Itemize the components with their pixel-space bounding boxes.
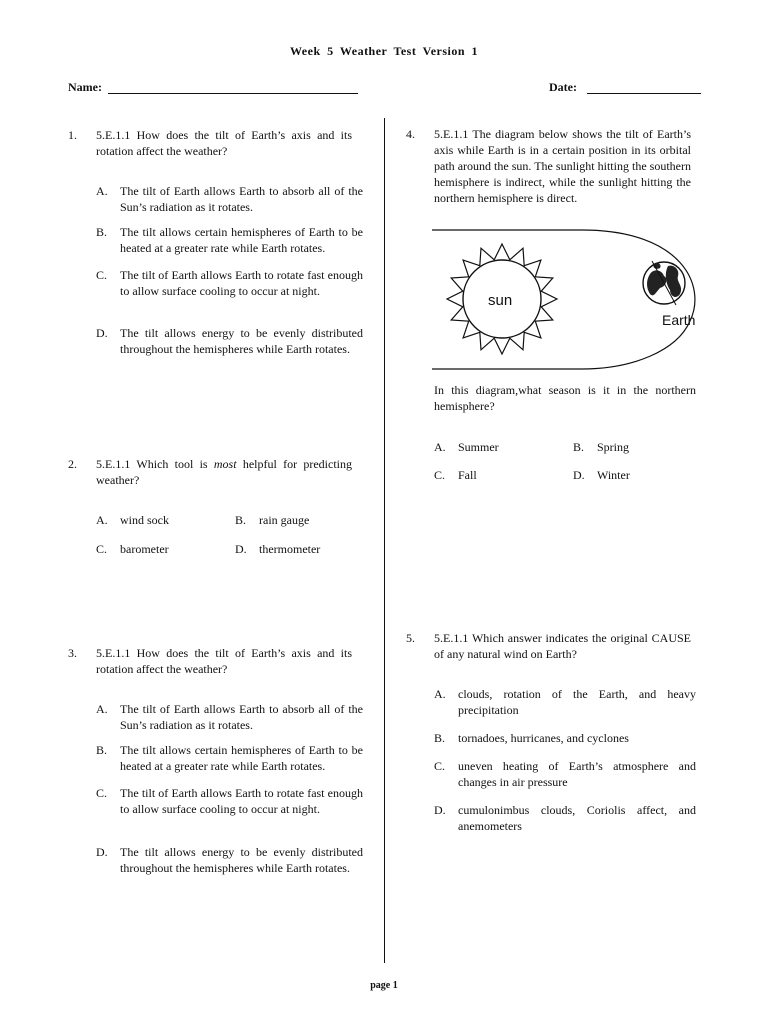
option-text: Fall (458, 468, 477, 482)
option-letter: A. (96, 513, 108, 527)
option-text: The tilt allows certain hemispheres of Earth to be heated at a greater rate while Earth rotates. (120, 743, 363, 773)
question-text (96, 645, 352, 677)
earth-label: Earth (662, 312, 696, 328)
option-letter: B. (434, 731, 446, 745)
option-letter: B. (96, 743, 108, 757)
emphasis-word: most (213, 457, 237, 471)
question-text (434, 126, 691, 206)
option-letter: D. (96, 845, 108, 859)
standard-code: 5.E.1.1 (434, 631, 469, 645)
option-letter: A. (434, 440, 446, 454)
option-letter: B. (573, 440, 585, 454)
option-letter: C. (96, 268, 108, 282)
option-text: tornadoes, hurricanes, and cyclones (458, 731, 629, 745)
answer-option[interactable] (96, 183, 363, 215)
option-letter: C. (434, 759, 446, 773)
question-3 (68, 645, 363, 895)
question-1 (68, 127, 363, 377)
option-text: barometer (120, 542, 169, 556)
option-text: The tilt of Earth allows Earth to absorb all of the Sun’s radiation as it rotates. (120, 702, 363, 732)
answer-option[interactable] (96, 224, 363, 256)
answer-option[interactable] (96, 701, 363, 733)
sun-label: sun (488, 292, 513, 309)
question-text (434, 630, 691, 662)
followup-question: In this diagram,what season is it in the northern hemisphere? (434, 383, 696, 413)
orbit-diagram (432, 226, 702, 376)
answer-option[interactable] (573, 439, 693, 455)
option-text: The tilt allows certain hemispheres of Earth to be heated at a greater rate while Earth rotates. (120, 225, 363, 255)
option-letter: D. (434, 803, 446, 817)
answer-option[interactable] (573, 467, 693, 483)
option-letter: B. (96, 225, 108, 239)
answer-option[interactable] (96, 325, 363, 373)
answer-option[interactable] (434, 730, 696, 746)
answer-option[interactable] (96, 541, 226, 557)
answer-option[interactable] (434, 439, 554, 455)
answer-option[interactable] (434, 686, 696, 718)
option-text: The tilt of Earth allows Earth to rotate fast enough to allow surface cooling to occur at night. (120, 786, 363, 816)
earth-icon (643, 261, 695, 328)
question-number: 2. (68, 457, 77, 471)
sun-icon (447, 244, 557, 354)
question-prompt: Which answer indicates the original CAUSE of any natural wind on Earth? (434, 631, 691, 661)
option-text: The tilt allows energy to be evenly distributed throughout the hemispheres while Earth rotates. (120, 845, 363, 875)
question-number: 3. (68, 646, 77, 660)
option-text: thermometer (259, 542, 321, 556)
question-number: 4. (406, 127, 415, 141)
page-number: page 1 (370, 980, 398, 991)
option-letter: A. (96, 184, 108, 198)
question-number: 5. (406, 631, 415, 645)
option-text: uneven heating of Earth’s atmosphere and changes in air pressure (458, 759, 696, 789)
standard-code: 5.E.1.1 (96, 128, 131, 142)
question-2 (68, 456, 363, 566)
question-prompt: The diagram below shows the tilt of Earth’s axis while Earth is in a certain position in its orbital path around the sun. The sunlight hitting the southern hemisphere is indirect, while the sunlight hitting the northern hemisphere is direct. (434, 127, 691, 205)
option-text: Winter (597, 468, 630, 482)
answer-option[interactable] (96, 267, 363, 315)
option-text: The tilt of Earth allows Earth to rotate fast enough to allow surface cooling to occur at night. (120, 268, 363, 298)
page-title: Week 5 Weather Test Version 1 (289, 44, 479, 58)
question-prompt-end: helpful for predicting weather? (96, 457, 353, 487)
answer-option[interactable] (96, 785, 363, 833)
answer-option[interactable] (434, 758, 696, 790)
answer-option[interactable] (235, 512, 375, 528)
option-letter: C. (96, 542, 108, 556)
question-5 (406, 630, 706, 840)
option-text: Spring (597, 440, 630, 454)
question-number: 1. (68, 128, 77, 142)
question-prompt: How does the tilt of Earth’s axis and its rotation affect the weather? (96, 646, 352, 676)
question-prompt: Which tool is (136, 457, 208, 471)
answer-option[interactable] (96, 844, 363, 892)
answer-option[interactable] (96, 742, 363, 774)
standard-code: 5.E.1.1 (96, 646, 131, 660)
option-letter: D. (96, 326, 108, 340)
option-letter: C. (434, 468, 446, 482)
option-text: The tilt of Earth allows Earth to absorb all of the Sun’s radiation as it rotates. (120, 184, 363, 214)
option-letter: A. (434, 687, 446, 701)
date-label: Date: (549, 80, 577, 94)
standard-code: 5.E.1.1 (96, 457, 131, 471)
option-text: wind sock (120, 513, 169, 527)
option-letter: D. (573, 468, 585, 482)
option-text: The tilt allows energy to be evenly distributed throughout the hemispheres while Earth rotates. (120, 326, 363, 356)
date-field[interactable] (587, 93, 701, 94)
question-text (96, 456, 352, 488)
option-letter: B. (235, 513, 247, 527)
option-text: clouds, rotation of the Earth, and heavy precipitation (458, 687, 696, 717)
option-text: rain gauge (259, 513, 310, 527)
answer-option[interactable] (235, 541, 375, 557)
name-field[interactable] (108, 93, 358, 94)
option-text: cumulonimbus clouds, Coriolis affect, and anemometers (458, 803, 696, 833)
option-text: Summer (458, 440, 499, 454)
question-prompt: How does the tilt of Earth’s axis and its rotation affect the weather? (96, 128, 352, 158)
answer-option[interactable] (434, 802, 696, 834)
standard-code: 5.E.1.1 (434, 127, 469, 141)
name-label: Name: (68, 80, 102, 94)
column-divider (384, 118, 385, 963)
option-letter: A. (96, 702, 108, 716)
question-text (96, 127, 352, 159)
question-4 (406, 126, 706, 486)
option-letter: C. (96, 786, 108, 800)
option-letter: D. (235, 542, 247, 556)
answer-option[interactable] (434, 467, 554, 483)
